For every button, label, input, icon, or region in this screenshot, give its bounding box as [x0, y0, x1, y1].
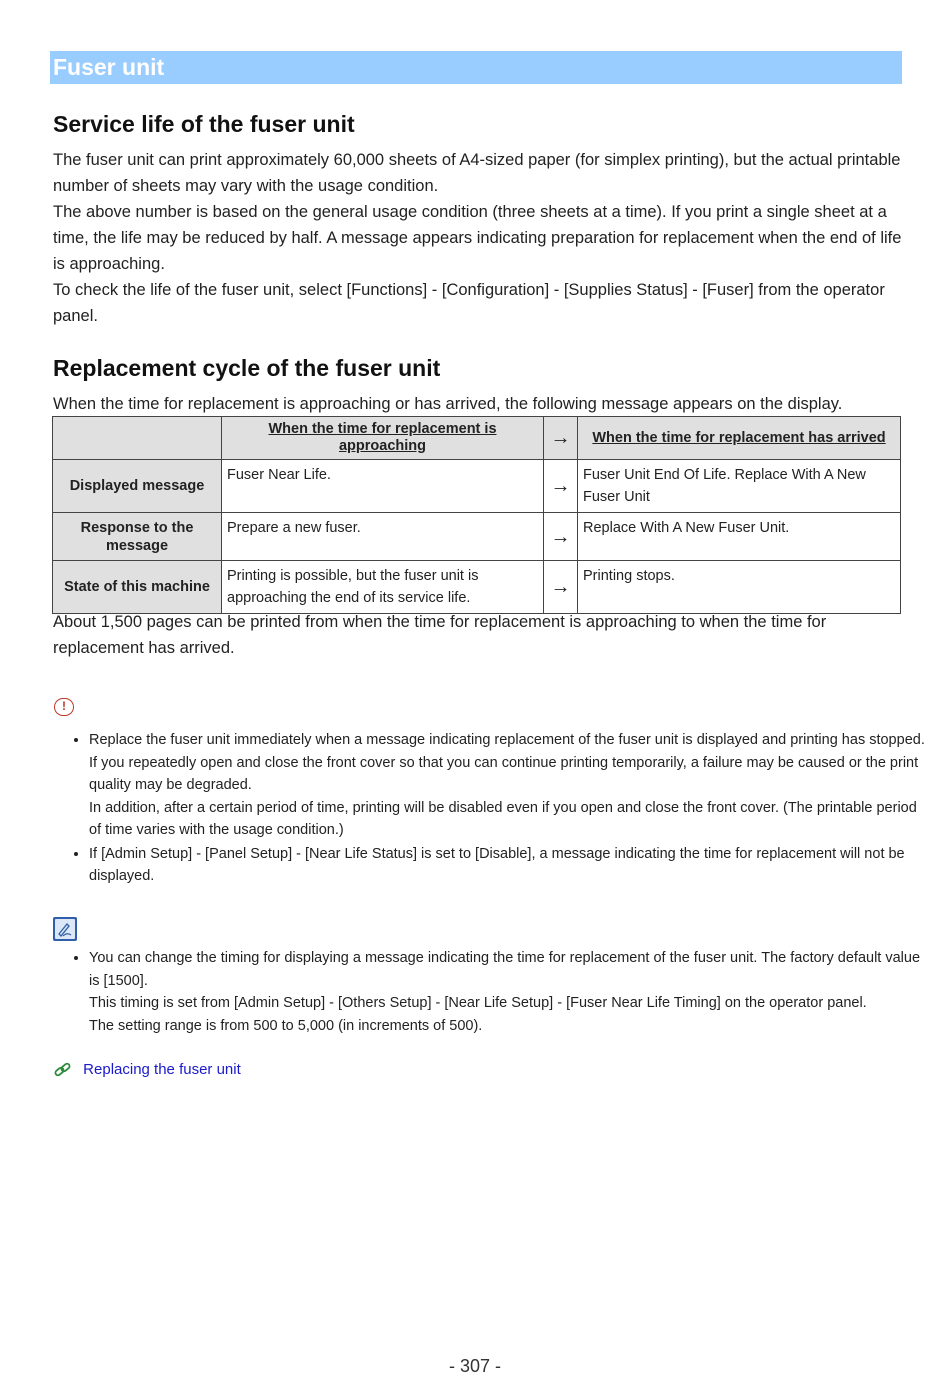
paragraph: The above number is based on the general usage condition (three sheets at a time). If you print a single sheet at a time, the life may be reduced by half. A message appears indicating preparation for replacement when the end of life is approaching.: [53, 203, 902, 273]
paragraph: To check the life of the fuser unit, select [Functions] - [Configuration] - [Supplies Status] - [Fuser] from the operator panel.: [53, 281, 885, 325]
cell-approaching: Printing is possible, but the fuser unit is approaching the end of its service life.: [222, 561, 544, 614]
note-line: • Replace the fuser unit immediately when a message indicating replacement of the fuser unit is displayed and printing has stopped.: [89, 732, 925, 748]
row-label: Displayed message: [53, 460, 222, 513]
table-row: [53, 460, 901, 513]
replacement-intro: When the time for replacement is approaching or has arrived, the following message appears on the display.: [53, 395, 843, 413]
arrow-icon: →: [544, 417, 578, 460]
arrow-icon: →: [544, 561, 578, 614]
row-label: State of this machine: [53, 561, 222, 614]
pages-between-text: About 1,500 pages can be printed from when the time for replacement is approaching to when the time for replacement has arrived.: [53, 613, 827, 657]
list-item: [89, 728, 929, 842]
header-arrived: When the time for replacement has arrived: [578, 417, 901, 460]
cell-arrived: Fuser Unit End Of Life. Replace With A New Fuser Unit: [578, 460, 901, 513]
note-line: If you repeatedly open and close the front cover so that you can continue printing temporarily, a failure may be caused or the print quality may be degraded.: [89, 754, 919, 793]
page-number: - 307 -: [448, 1356, 502, 1376]
cell-arrived: Printing stops.: [578, 561, 901, 614]
arrow-icon: →: [544, 513, 578, 561]
related-link-row: [53, 1060, 241, 1080]
arrow-icon: →: [544, 460, 578, 513]
section-heading-service-life: Service life of the fuser unit: [53, 111, 355, 137]
paragraph: The fuser unit can print approximately 60,000 sheets of A4-sized paper (for simplex printing), but the actual printable number of sheets may vary with the usage condition.: [53, 151, 901, 195]
header-approaching: When the time for replacement is approaching: [222, 417, 544, 460]
list-item: [89, 946, 929, 1037]
cell-approaching: Prepare a new fuser.: [222, 513, 544, 561]
note-line: This timing is set from [Admin Setup] - [Others Setup] - [Near Life Setup] - [Fuser Near Life Timing] on the operator panel.: [89, 995, 867, 1011]
table-row: [53, 513, 901, 561]
table-row: [53, 561, 901, 614]
row-label: Response to the message: [53, 513, 222, 561]
table-corner-cell: [53, 417, 222, 460]
section-heading-replacement-cycle: Replacement cycle of the fuser unit: [53, 355, 441, 381]
note-line: In addition, after a certain period of time, printing will be disabled even if you open and close the front cover. (The printable period of time varies with the usage condition.): [89, 799, 917, 838]
cell-approaching: Fuser Near Life.: [222, 460, 544, 513]
memo-icon: [53, 917, 77, 941]
table-header-row: [53, 417, 901, 460]
caution-icon: !: [54, 698, 74, 716]
link-icon: [53, 1061, 73, 1079]
note-line: The setting range is from 500 to 5,000 (in increments of 500).: [89, 1017, 483, 1034]
list-item: [89, 842, 929, 888]
replacement-cycle-table: [52, 416, 901, 614]
caution-list: [62, 728, 929, 888]
page-banner-title: Fuser unit: [50, 51, 902, 84]
note-line: • You can change the timing for displaying a message indicating the time for replacement of the fuser unit. The factory default value is [1500].: [89, 950, 921, 989]
memo-list: [62, 946, 929, 1037]
pen-icon: [55, 919, 75, 939]
note-line: • If [Admin Setup] - [Panel Setup] - [Near Life Status] is set to [Disable], a message indicating the time for replacement will not be displayed.: [89, 845, 905, 884]
service-life-text: [53, 147, 903, 329]
cell-arrived: Replace With A New Fuser Unit.: [578, 513, 901, 561]
replacing-fuser-link[interactable]: Replacing the fuser unit: [83, 1061, 241, 1078]
